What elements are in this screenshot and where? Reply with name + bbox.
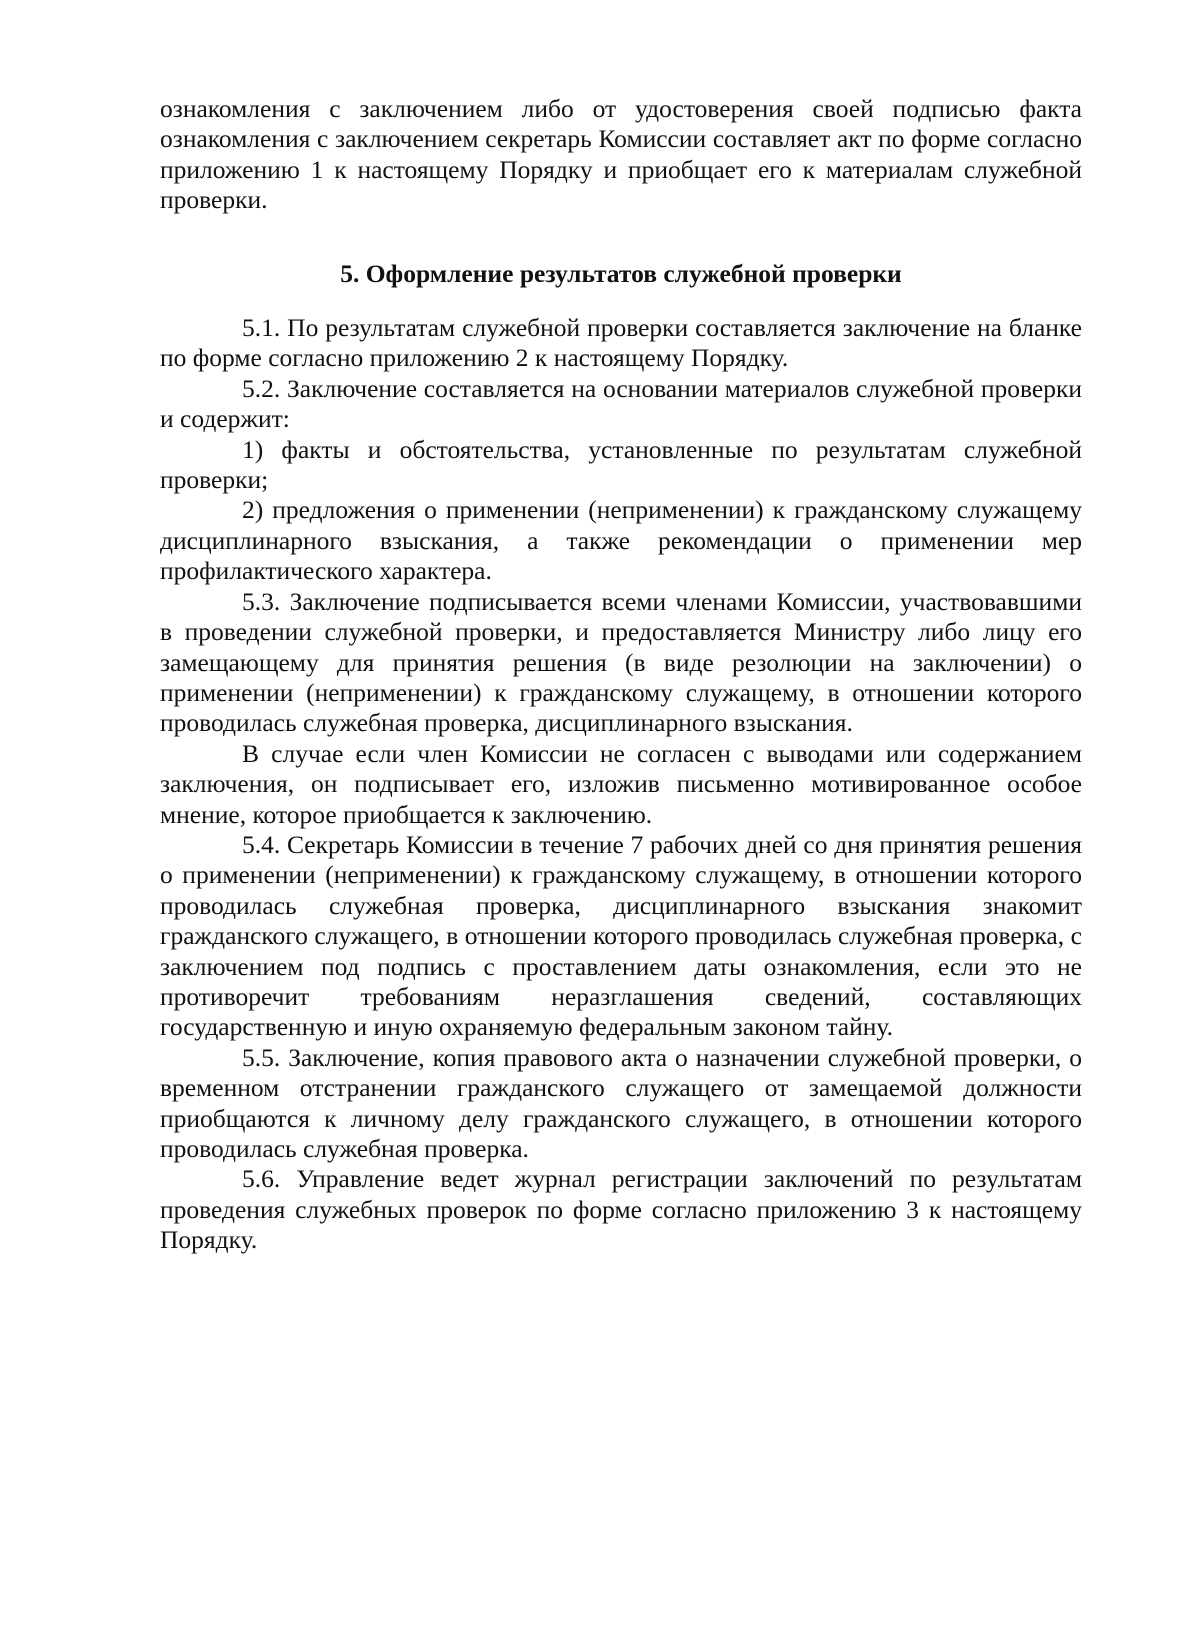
- intro-paragraph: ознакомления с заключением либо от удостоверения своей подписью факта ознакомления с заключением секретарь Комиссии составляет акт по форме согласно приложению 1 к настоящему Порядку и приобщает его к материалам служебной проверки.: [160, 94, 1082, 215]
- paragraph-5-4: 5.4. Секретарь Комиссии в течение 7 рабочих дней со дня принятия решения о применении (неприменении) к гражданскому служащему, в отношении которого проводилась служебная проверка, дисциплинарного взыскания знакомит гражданского служащего, в отношении которого проводилась служебная проверка, с заключением под подпись с проставлением даты ознакомления, если это не противоречит требованиям неразглашения сведений, составляющих государственную и иную охраняемую федеральным законом тайну.: [160, 829, 1082, 1042]
- paragraph-5-2: 5.2. Заключение составляется на основании материалов служебной проверки и содержит:: [160, 373, 1082, 434]
- paragraph-5-3: 5.3. Заключение подписывается всеми членами Комиссии, участвовавшими в проведении служебной проверки, и предоставляется Министру либо лицу его замещающему для принятия решения (в виде резолюции на заключении) о применении (неприменении) к гражданскому служащему, в отношении которого проводилась служебная проверка, дисциплинарного взыскания.: [160, 586, 1082, 738]
- list-item-1: 1) факты и обстоятельства, установленные по результатам служебной проверки;: [160, 434, 1082, 495]
- document-page: [160, 94, 1082, 1256]
- paragraph-dissent: В случае если член Комиссии не согласен с выводами или содержанием заключения, он подписывает его, изложив письменно мотивированное особое мнение, которое приобщается к заключению.: [160, 738, 1082, 829]
- section-heading: 5. Оформление результатов служебной проверки: [340, 258, 902, 288]
- paragraph-5-1: 5.1. По результатам служебной проверки составляется заключение на бланке по форме согласно приложению 2 к настоящему Порядку.: [160, 313, 1082, 373]
- paragraph-5-5: 5.5. Заключение, копия правового акта о назначении служебной проверки, о временном отстранении гражданского служащего от замещаемой должности приобщаются к личному делу гражданского служащего, в отношении которого проводилась служебная проверка.: [160, 1042, 1082, 1163]
- list-item-2: 2) предложения о применении (неприменении) к гражданскому служащему дисциплинарного взыскания, а также рекомендации о применении мер профилактического характера.: [160, 495, 1082, 586]
- paragraph-5-6: 5.6. Управление ведет журнал регистрации заключений по результатам проведения служебных проверок по форме согласно приложению 3 к настоящему Порядку.: [160, 1164, 1082, 1255]
